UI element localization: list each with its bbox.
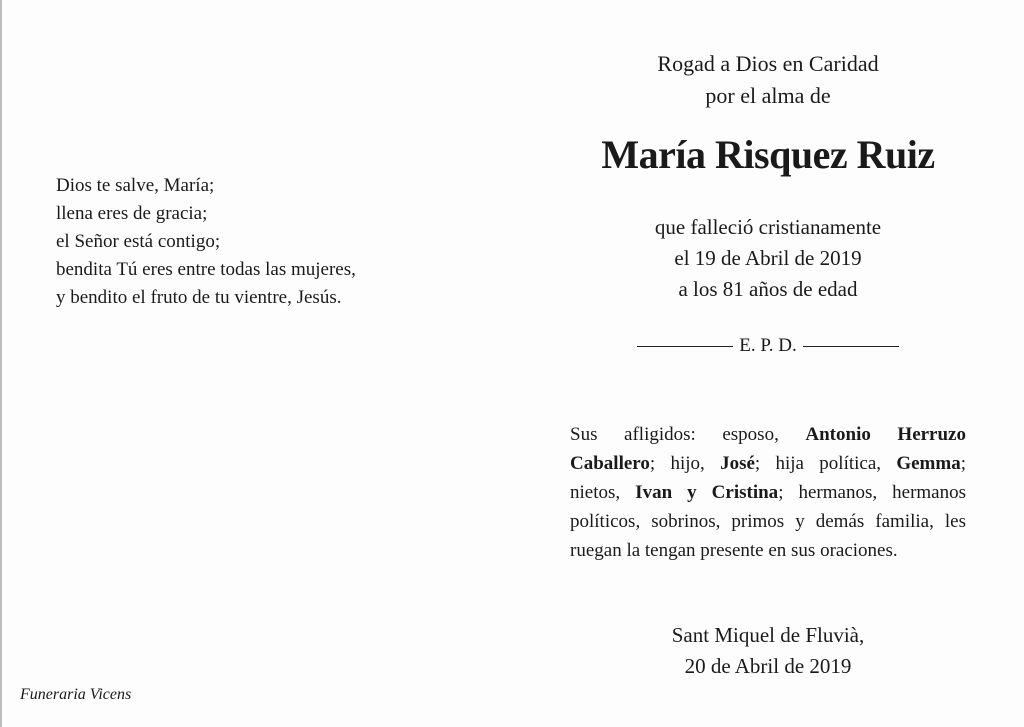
death-info xyxy=(562,212,974,305)
mourners-text: ; hijo, xyxy=(649,453,721,474)
funeral-home: Funeraria Vicens xyxy=(20,686,132,703)
mourners-text: Sus afligidos: esposo, xyxy=(570,424,806,445)
death-line-2: el 19 de Abril de 2019 xyxy=(674,246,862,270)
prayer-line: y bendito el fruto de tu vientre, Jesús. xyxy=(56,287,342,308)
mourners-text: ; hija política, xyxy=(754,453,897,474)
card-left-edge xyxy=(0,0,2,727)
mourners-text: ; hermanos, hermanos políticos, sobrinos, primos y demás familia, les ruegan la tengan presente en sus oraciones. xyxy=(570,482,966,561)
ave-maria-prayer xyxy=(56,172,356,312)
divider-rule-left xyxy=(637,346,733,347)
spouse-name: Antonio Herruzo Caballero xyxy=(570,424,966,474)
prayer-line: Dios te salve, María; xyxy=(56,175,215,196)
place: Sant Miquel de Fluvià, xyxy=(671,623,865,647)
header-line-2: por el alma de xyxy=(705,83,831,108)
header-line-1: Rogad a Dios en Caridad xyxy=(657,51,879,76)
grandchildren-names: Ivan y Cristina xyxy=(635,482,779,503)
divider-rule-right xyxy=(803,346,899,347)
mourners-text: ; nietos, xyxy=(570,453,966,503)
date: 20 de Abril de 2019 xyxy=(684,654,852,678)
rip-text: E. P. D. xyxy=(739,335,797,356)
prayer-line: el Señor está contigo; xyxy=(56,231,221,252)
mourners-paragraph xyxy=(570,420,966,565)
announcement-block xyxy=(562,48,974,357)
deceased-name: María Risquez Ruiz xyxy=(601,132,935,177)
son-name: José xyxy=(720,453,755,474)
death-line-1: que falleció cristianamente xyxy=(654,215,882,239)
death-line-3: a los 81 años de edad xyxy=(678,277,858,301)
place-and-date xyxy=(562,620,974,682)
prayer-line: bendita Tú eres entre todas las mujeres, xyxy=(56,259,356,280)
prayer-line: llena eres de gracia; xyxy=(56,203,208,224)
rip-divider xyxy=(562,335,974,357)
daughter-in-law-name: Gemma xyxy=(896,453,961,474)
